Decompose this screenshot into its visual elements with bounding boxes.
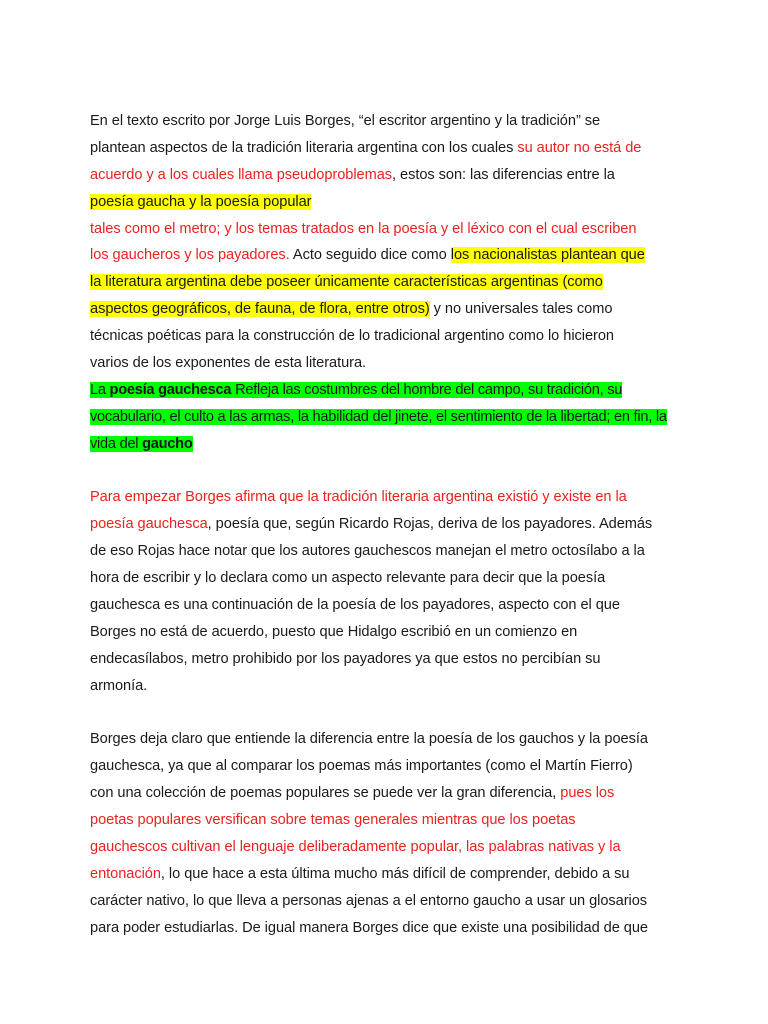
text-span: endecasílabos, metro prohibido por los payadores ya que estos no percibían su xyxy=(90,650,601,667)
red-text-span: poesía gauchesca xyxy=(90,516,208,533)
text-line xyxy=(90,780,680,807)
red-text-span: gauchescos cultivan el lenguaje deliberadamente popular, las palabras nativas y la xyxy=(90,839,621,856)
red-text-span: pues los xyxy=(560,785,615,802)
text-line xyxy=(90,135,680,162)
text-span: y no universales tales como xyxy=(429,301,613,318)
green-highlight-span xyxy=(90,436,193,452)
text-span: de eso Rojas hace notar que los autores gauchescos manejan el metro octosílabo a la xyxy=(90,543,645,560)
text-line xyxy=(90,484,680,511)
text-span: Borges no está de acuerdo, puesto que Hidalgo escribió en un comienzo en xyxy=(90,623,578,640)
paragraph-3 xyxy=(90,726,680,941)
text-line xyxy=(90,404,680,431)
text-line xyxy=(90,108,680,135)
text-line xyxy=(90,565,680,592)
text-span: La xyxy=(90,381,110,398)
red-text-span: poetas populares versifican sobre temas generales mientras que los poetas xyxy=(90,812,576,829)
text-span: plantean aspectos de la tradición literaria argentina con los cuales xyxy=(90,139,518,156)
text-line xyxy=(90,861,680,888)
green-highlight-span: vocabulario, el culto a las armas, la habilidad del jinete, el sentimiento de la libertad; en fin, la xyxy=(90,408,667,425)
paragraph-1 xyxy=(90,108,680,377)
text-line xyxy=(90,162,680,189)
red-text-span: entonación xyxy=(90,865,161,882)
text-span: varios de los exponentes de esta literatura. xyxy=(90,355,367,372)
text-span: vida del xyxy=(90,435,143,452)
text-span: , lo que hace a esta última mucho más difícil de comprender, debido a su xyxy=(160,865,630,882)
text-span: Refleja las costumbres del hombre del campo, su tradición, su xyxy=(231,381,623,398)
text-line xyxy=(90,377,680,404)
bold-term: gaucho xyxy=(142,435,193,452)
text-line xyxy=(90,915,680,942)
text-span: para poder estudiarlas. De igual manera Borges dice que existe una posibilidad de que xyxy=(90,919,648,936)
paragraph-2 xyxy=(90,484,680,699)
text-span: Borges deja claro que entiende la diferencia entre la poesía de los gauchos y la poesía xyxy=(90,731,648,748)
text-line xyxy=(90,216,680,243)
text-line xyxy=(90,619,680,646)
text-span: , poesía que, según Ricardo Rojas, deriva de los payadores. Además xyxy=(207,516,653,533)
text-line xyxy=(90,888,680,915)
red-text-span: los gaucheros y los payadores. xyxy=(90,247,290,264)
paragraph-spacer xyxy=(90,700,680,727)
red-text-span: tales como el metro; y los temas tratados en la poesía y el léxico con el cual escriben xyxy=(90,220,637,237)
red-text-span: su autor no está de xyxy=(517,139,642,156)
text-span: En el texto escrito por Jorge Luis Borges, “el escritor argentino y la tradición” se xyxy=(90,113,601,129)
text-span: , estos son: las diferencias entre la xyxy=(392,166,615,183)
text-span: armonía. xyxy=(90,677,148,694)
yellow-highlight-span: los nacionalistas plantean que xyxy=(450,247,645,264)
yellow-highlight-span: aspectos geográficos, de fauna, de flora, entre otros) xyxy=(90,301,430,318)
yellow-highlight-span: la literatura argentina debe poseer únicamente características argentinas (como xyxy=(90,274,603,291)
green-highlight-block xyxy=(90,377,680,458)
text-line xyxy=(90,269,680,296)
paragraph-spacer xyxy=(90,458,680,485)
text-span: Acto seguido dice como xyxy=(289,247,451,264)
green-highlight-span xyxy=(90,382,622,398)
text-line xyxy=(90,323,680,350)
yellow-highlight-span: poesía gaucha y la poesía popular xyxy=(90,193,312,210)
text-line xyxy=(90,807,680,834)
text-line xyxy=(90,431,680,458)
text-span: carácter nativo, lo que lleva a personas ajenas a el entorno gaucho a usar un glosarios xyxy=(90,892,648,909)
text-line xyxy=(90,296,680,323)
text-line xyxy=(90,242,680,269)
text-line xyxy=(90,646,680,673)
text-span: con una colección de poemas populares se puede ver la gran diferencia, xyxy=(90,785,561,802)
text-span: gauchesca es una continuación de la poesía de los payadores, aspecto con el que xyxy=(90,597,620,614)
text-span: técnicas poéticas para la construcción de lo tradicional argentino como lo hicieron xyxy=(90,328,614,345)
text-line xyxy=(90,511,680,538)
red-text-span: Para empezar Borges afirma que la tradición literaria argentina existió y existe en la xyxy=(90,489,627,506)
bold-term: poesía gauchesca xyxy=(109,381,232,398)
text-line xyxy=(90,350,680,377)
text-line xyxy=(90,538,680,565)
text-line xyxy=(90,189,680,216)
text-line xyxy=(90,726,680,753)
text-span: hora de escribir y lo declara como un aspecto relevante para decir que la poesía xyxy=(90,570,606,587)
text-line xyxy=(90,753,680,780)
text-line xyxy=(90,673,680,700)
text-span: gauchesca, ya que al comparar los poemas más importantes (como el Martín Fierro) xyxy=(90,758,633,775)
text-line xyxy=(90,592,680,619)
document-page xyxy=(90,108,680,942)
red-text-span: acuerdo y a los cuales llama pseudoproblemas xyxy=(90,166,393,183)
text-line xyxy=(90,834,680,861)
